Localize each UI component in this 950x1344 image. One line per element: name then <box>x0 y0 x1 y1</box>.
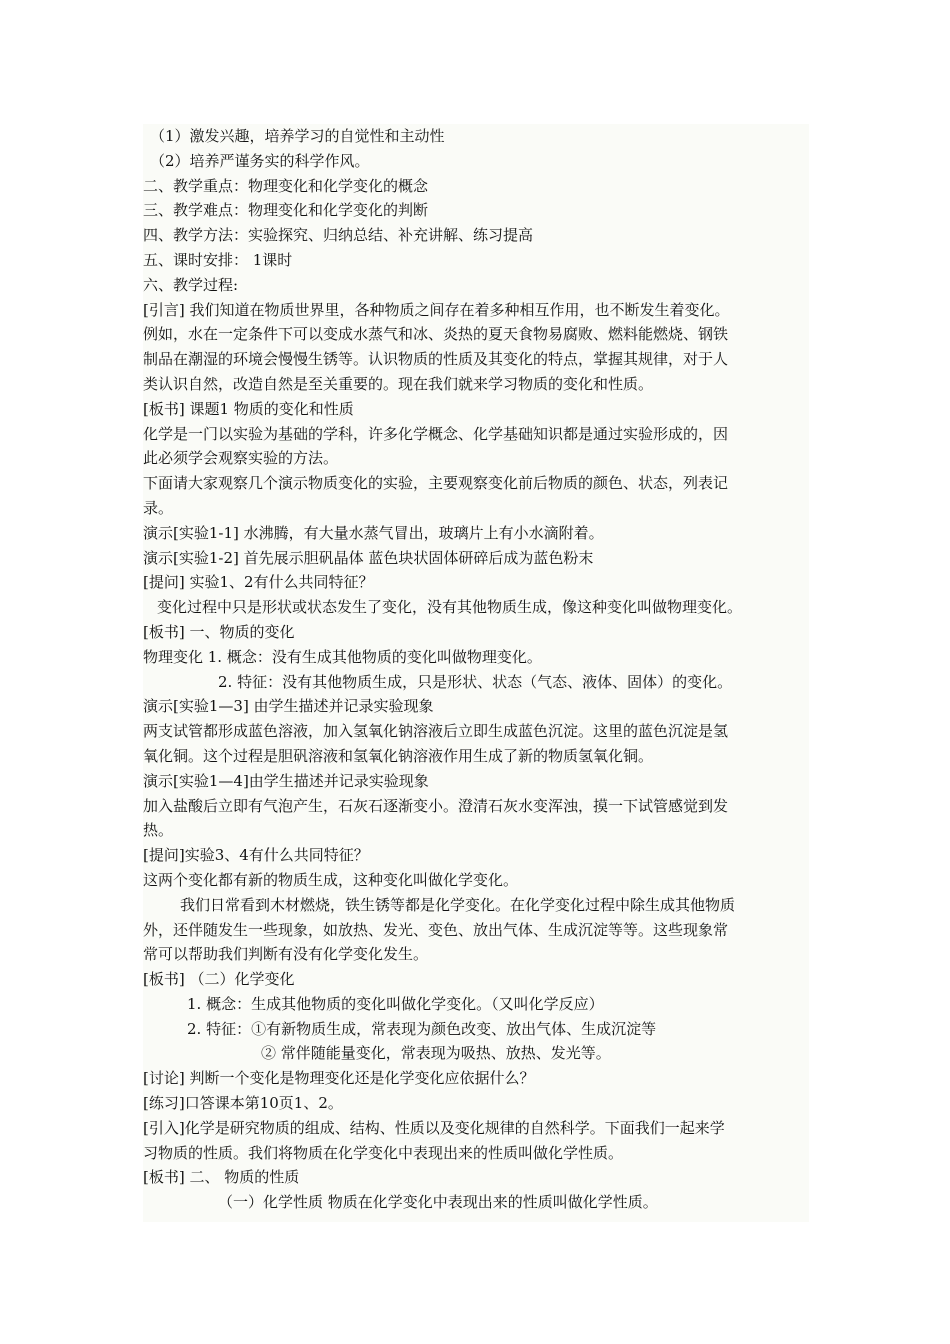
text-line: 习物质的性质。我们将物质在化学变化中表现出来的性质叫做化学性质。 <box>143 1143 624 1162</box>
text-line: 演示[实验1—3] 由学生描述并记录实验现象 <box>143 697 434 716</box>
text-line: 演示[实验1—4]由学生描述并记录实验现象 <box>143 771 429 790</box>
text-line: 演示[实验1-1] 水沸腾，有大量水蒸气冒出，玻璃片上有小水滴附着。 <box>143 523 604 542</box>
text-line: [板书] 一、物质的变化 <box>143 622 295 641</box>
text-line: 类认识自然，改造自然是至关重要的。现在我们就来学习物质的变化和性质。 <box>143 374 654 393</box>
text-line: 制品在潮湿的环境会慢慢生锈等。认识物质的性质及其变化的特点，掌握其规律，对于人 <box>143 350 729 369</box>
text-line: ② 常伴随能量变化，常表现为吸热、放热、发光等。 <box>261 1044 611 1063</box>
text-line: [提问] 实验1、2有什么共同特征？ <box>143 573 374 592</box>
text-line: 我们日常看到木材燃烧，铁生锈等都是化学变化。在化学变化过程中除生成其他物质 <box>180 895 736 914</box>
text-line: [引言] 我们知道在物质世界里，各种物质之间存在着多种相互作用，也不断发生着变化。 <box>143 300 730 319</box>
text-line: 演示[实验1-2] 首先展示胆矾晶体 蓝色块状固体研碎后成为蓝色粉末 <box>143 548 594 567</box>
text-line: 两支试管都形成蓝色溶液，加入氢氧化钠溶液后立即生成蓝色沉淀。这里的蓝色沉淀是氢 <box>143 722 729 741</box>
text-line: （一）化学性质 物质在化学变化中表现出来的性质叫做化学性质。 <box>218 1193 658 1212</box>
text-line: 2. 特征：①有新物质生成，常表现为颜色改变、放出气体、生成沉淀等 <box>187 1019 657 1038</box>
text-line: 二、教学重点：物理变化和化学变化的概念 <box>143 176 429 195</box>
text-line: [板书] （二）化学变化 <box>143 970 295 989</box>
text-line: 例如，水在一定条件下可以变成水蒸气和冰、炎热的夏天食物易腐败、燃料能燃烧、钢铁 <box>143 325 729 344</box>
text-line: 外，还伴随发生一些现象，如放热、发光、变色、放出气体、生成沉淀等等。这些现象常 <box>143 920 729 939</box>
text-line: [提问]实验3、4有什么共同特征？ <box>143 846 369 865</box>
text-line: 六、教学过程: <box>143 275 239 294</box>
lesson-plan-text <box>143 124 809 1222</box>
text-line: 化学是一门以实验为基础的学科，许多化学概念、化学基础知识都是通过实验形成的，因 <box>143 424 729 443</box>
text-line: 五、课时安排： 1课时 <box>143 250 293 269</box>
text-line: [板书] 二、 物质的性质 <box>143 1168 300 1187</box>
text-line: 常可以帮助我们判断有没有化学变化发生。 <box>143 945 429 964</box>
text-line: 2. 特征：没有其他物质生成，只是形状、状态（气态、液体、固体）的变化。 <box>218 672 733 691</box>
text-line: [引入]化学是研究物质的组成、结构、性质以及变化规律的自然科学。下面我们一起来学 <box>143 1118 725 1137</box>
text-line: [练习]口答课本第10页1、2。 <box>143 1094 343 1113</box>
text-line: 下面请大家观察几个演示物质变化的实验，主要观察变化前后物质的颜色、状态，列表记 <box>143 474 729 493</box>
text-line: （1）激发兴趣，培养学习的自觉性和主动性 <box>150 127 445 145</box>
text-line: 氧化铜。这个过程是胆矾溶液和氢氧化钠溶液作用生成了新的物质氢氧化铜。 <box>143 746 654 765</box>
text-line: 三、教学难点：物理变化和化学变化的判断 <box>143 201 429 220</box>
text-line: 变化过程中只是形状或状态发生了变化，没有其他物质生成，像这种变化叫做物理变化。 <box>157 598 743 617</box>
text-line: 这两个变化都有新的物质生成，这种变化叫做化学变化。 <box>143 870 519 889</box>
text-line: 热。 <box>143 821 174 840</box>
text-line: [板书] 课题1 物质的变化和性质 <box>143 399 354 418</box>
text-line: 四、教学方法：实验探究、归纳总结、补充讲解、练习提高 <box>143 226 534 245</box>
text-line: 1. 概念：生成其他物质的变化叫做化学变化。（又叫化学反应） <box>187 994 604 1013</box>
text-line: （2）培养严谨务实的科学作风。 <box>150 151 370 170</box>
text-line: 物理变化 1. 概念：没有生成其他物质的变化叫做物理变化。 <box>143 647 542 666</box>
text-line: 录。 <box>143 498 174 517</box>
text-line: 加入盐酸后立即有气泡产生，石灰石逐渐变小。澄清石灰水变浑浊，摸一下试管感觉到发 <box>143 796 729 815</box>
text-line: 此必须学会观察实验的方法。 <box>143 449 339 468</box>
text-line: [讨论] 判断一个变化是物理变化还是化学变化应依据什么？ <box>143 1069 535 1088</box>
